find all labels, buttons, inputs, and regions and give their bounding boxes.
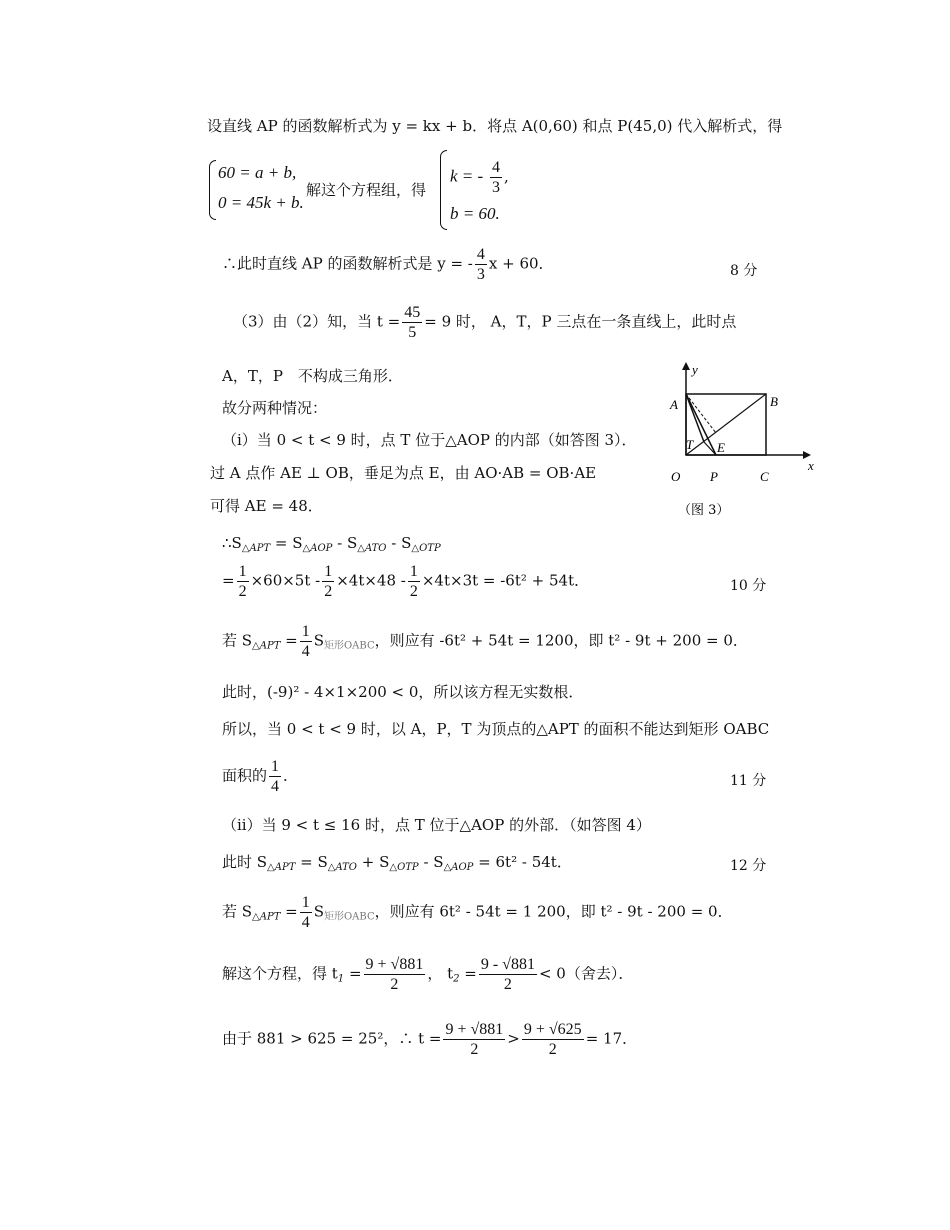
y-axis-arrow — [682, 362, 690, 370]
text-line-8: 过 A 点作 AE ⊥ OB，垂足为点 E，由 AO·AB = OB·AE — [210, 464, 597, 482]
equation-system-2-row-2: b = 60. — [450, 204, 500, 223]
text-line-14: 所以，当 0 < t < 9 时，以 A，P，T 为顶点的△APT 的面积不能达到矩形 OABC — [222, 720, 770, 738]
segment-at — [686, 394, 704, 442]
text-line-1: 设直线 AP 的函数解析式为 y = kx + b．将点 A(0,60) 和点 P(45,0) 代入解析式，得 — [207, 117, 783, 135]
text-line-12: 若 $S_{\triangle APT}$ = $\frac{1}{4}$ $S_{矩形OABC}$，则应有 -6t² + 54t = 1200，即 t² - 9t + 200 = 0． — [222, 623, 748, 661]
text-line-3: ∴此时直线 AP 的函数解析式是 y = - $\frac{4}{3}$ x + 60． — [222, 246, 554, 284]
label-p: P — [710, 469, 718, 484]
text-line-9: 可得 AE = 48． — [210, 497, 323, 515]
label-t: T — [686, 437, 694, 452]
segment-ae-dashed — [686, 394, 716, 433]
label-c: C — [760, 469, 769, 484]
area-equation-line-1: $\therefore S_{\triangle APT} = S_{\triangle AOP} - S_{\triangle ATO} - S_{\triangle OTP}$ — [222, 534, 441, 554]
label-x: x — [808, 458, 814, 473]
area-equation-line-2: = $\frac{1}{2}$ ×60×5t - $\frac{1}{2}$ ×4t×48 - $\frac{1}{2}$ ×4t×3t = -6t² + 54t． — [222, 563, 590, 601]
left-brace-2 — [440, 150, 447, 230]
left-brace-1 — [209, 160, 216, 220]
text-line-7: （i）当 0 < t < 9 时，点 T 位于△AOP 的内部（如答图 3）． — [222, 431, 637, 449]
text-line-4: （3）由（2）知，当 t = $\frac{45}{5}$ = 9 时， A，T，P 三点在一条直线上，此时点 — [233, 304, 737, 342]
figure-3-diagram — [660, 360, 820, 520]
text-line-13: 此时，(-9)² - 4×1×200 < 0，所以该方程无实数根． — [222, 683, 584, 701]
score-11: 11 分 — [730, 773, 767, 789]
score-8: 8 分 — [730, 263, 758, 279]
equation-system-1-row-1: 60 = a + b, — [218, 163, 297, 182]
score-10: 10 分 — [730, 578, 767, 594]
label-y: y — [692, 362, 698, 377]
equation-system-2-row-1: k = - $\frac{4}{3}$ , — [450, 159, 509, 197]
text-line-18: 若 $S_{\triangle APT}$ = $\frac{1}{4}$ $S_{矩形OABC}$，则应有 6t² - 54t = 1 200，即 t² - 9t - 200 = 0． — [222, 894, 733, 932]
text-line-6: 故分两种情况： — [222, 399, 328, 417]
solve-text: 解这个方程组，得 — [306, 181, 427, 199]
text-line-16: （ii）当 9 < t ≤ 16 时，点 T 位于△AOP 的外部．（如答图 4） — [222, 816, 651, 834]
text-line-19: 解这个方程，得 $t_1$ = $\frac{9 + √881}{2}$ ， $t_2$ = $\frac{9 - √881}{2}$ < 0（舍去）． — [222, 956, 634, 994]
figure-caption: （图 3） — [678, 503, 730, 518]
text-line-17: 此时 $S_{\triangle APT} = S_{\triangle ATO} + S_{\triangle OTP} - S_{\triangle AOP} = 6t^2 - 54t$． — [222, 853, 572, 873]
text-line-5: A，T，P 不构成三角形． — [222, 367, 403, 385]
text-line-15: 面积的 $\frac{1}{4}$ ． — [222, 758, 299, 796]
label-o: O — [671, 469, 681, 484]
label-b: B — [770, 394, 778, 409]
label-a: A — [670, 397, 678, 412]
score-12: 12 分 — [730, 858, 767, 874]
text-line-20: 由于 881 > 625 = 25²，∴ t = $\frac{9 + √881}{2}$ > $\frac{9 + √625}{2}$ = 17． — [222, 1021, 638, 1059]
equation-system-1-row-2: 0 = 45k + b. — [218, 193, 304, 212]
label-e: E — [717, 440, 725, 455]
